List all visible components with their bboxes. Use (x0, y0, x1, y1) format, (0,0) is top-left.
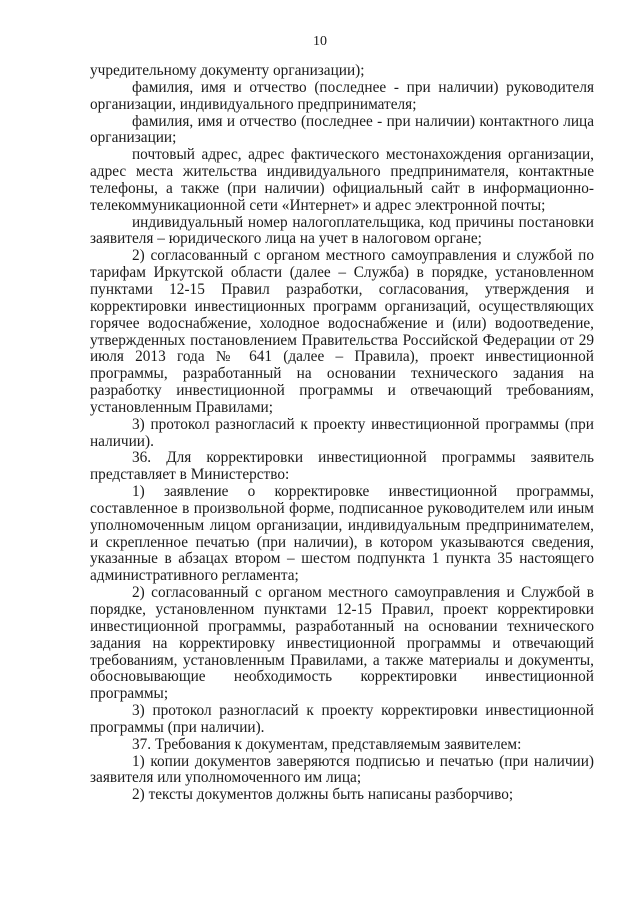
paragraph: 3) протокол разногласий к проекту корректировки инвестиционной программы (при наличии). (90, 702, 594, 736)
paragraph: 36. Для корректировки инвестиционной программы заявитель представляет в Министерство: (90, 449, 594, 484)
paragraph: 1) заявление о корректировке инвестиционной программы, составленное в произвольной форме, подписанное руководителем или иным уполномоченным лицом организации, индивидуальным предпринимателем, и скрепленное печатью (при наличии), в котором указываются сведения, указанные в абзацах втором – шестом подпункта 1 пункта 35 настоящего административного регламента; (90, 483, 594, 585)
paragraph: 1) копии документов заверяются подписью и печатью (при наличии) заявителя или уполномоченного им лица; (90, 752, 594, 787)
document-body (90, 63, 594, 804)
paragraph: учредительному документу организации); (90, 62, 365, 79)
paragraph: 2) согласованный с органом местного самоуправления и службой по тарифам Иркутской области (далее – Служба) в порядке, установленном пунктами 12-15 Правил разработки, согласования, утверждения и корректировки инвестиционных программ организаций, осуществляющих горячее водоснабжение, холодное водоснабжение и (или) водоотведение, утвержденных постановлением Правительства Российской Федерации от 29 июля 2013 года № 641 (далее – Правила), проект инвестиционной программы, разработанный на основании технического задания на разработку инвестиционной программы и отвечающий требованиям, установленным Правилами; (90, 247, 594, 416)
page-number: 10 (313, 34, 327, 49)
paragraph: 37. Требования к документам, представляемым заявителем: (132, 735, 522, 753)
paragraph: фамилия, имя и отчество (последнее - при наличии) контактного лица организации; (90, 112, 594, 147)
paragraph: индивидуальный номер налогоплательщика, код причины постановки заявителя – юридического лица на учет в налоговом органе; (90, 213, 594, 248)
paragraph: почтовый адрес, адрес фактического местонахождения организации, адрес места жительства индивидуального предпринимателя, контактные телефоны, а также (при наличии) официальный сайт в информационно-телекоммуникационной сети «Интернет» и адрес электронной почты; (90, 146, 594, 214)
paragraph: фамилия, имя и отчество (последнее - при наличии) руководителя организации, индивидуального предпринимателя; (90, 78, 594, 113)
paragraph: 2) тексты документов должны быть написаны разборчиво; (132, 786, 514, 804)
paragraph: 2) согласованный с органом местного самоуправления и Службой в порядке, установленном пунктами 12-15 Правил, проект корректировки инвестиционной программы, разработанный на основании технического задания на корректировку инвестиционной программы и отвечающий требованиям, установленным Правилами, а также материалы и документы, обосновывающие необходимость корректировки инвестиционной программы; (90, 584, 594, 703)
paragraph: 3) протокол разногласий к проекту инвестиционной программы (при наличии). (90, 415, 594, 450)
